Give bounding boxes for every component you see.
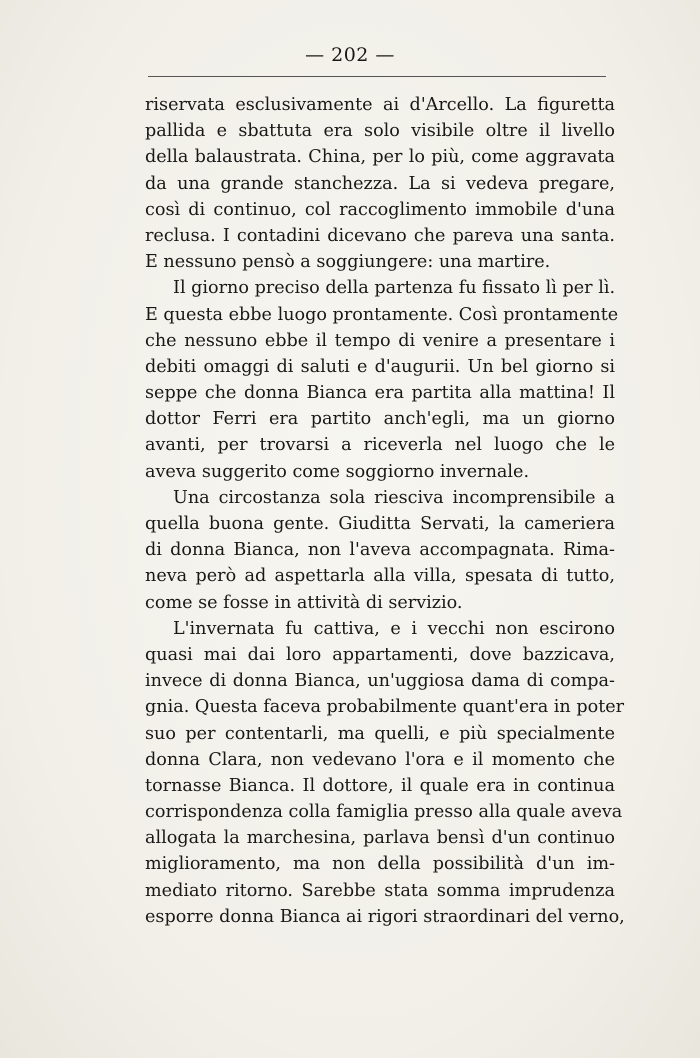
text-line: aveva suggerito come soggiorno invernale. — [145, 461, 530, 482]
text-line: seppe che donna Bianca era partita alla mattina! Il — [145, 383, 615, 404]
text-line: gnia. Questa faceva probabilmente quant'era in poter — [145, 697, 625, 718]
text-line: invece di donna Bianca, un'uggiosa dama di compa- — [145, 671, 615, 692]
text-line: miglioramento, ma non della possibilità d'un im- — [145, 854, 615, 875]
text-line: E questa ebbe luogo prontamente. Così prontamente — [145, 304, 619, 325]
text-line: quasi mai dai loro appartamenti, dove bazzicava, — [145, 644, 615, 665]
text-line: tornasse Bianca. Il dottore, il quale era in continua — [145, 775, 615, 796]
text-line: che nessuno ebbe il tempo di venire a presentare i — [145, 330, 615, 351]
text-line: debiti omaggi di saluti e d'augurii. Un bel giorno si — [145, 356, 615, 377]
header-rule — [148, 76, 606, 77]
text-line: della balaustrata. China, per lo più, come aggravata — [145, 147, 615, 168]
text-line: così di continuo, col raccoglimento immobile d'una — [145, 199, 615, 220]
text-line: E nessuno pensò a soggiungere: una martire. — [145, 252, 551, 273]
body-text — [145, 92, 625, 930]
text-line: suo per contentarli, ma quelli, e più specialmente — [145, 723, 615, 744]
text-line: riservata esclusivamente ai d'Arcello. La figuretta — [145, 95, 615, 115]
text-line: reclusa. I contadini dicevano che pareva una santa. — [145, 225, 615, 246]
text-line: avanti, per trovarsi a riceverla nel luogo che le — [145, 435, 615, 456]
text-line: pallida e sbattuta era solo visibile oltre il livello — [145, 121, 615, 142]
text-line: L'invernata fu cattiva, e i vecchi non escirono — [173, 618, 615, 639]
text-line: esporre donna Bianca ai rigori straordinari del verno, — [145, 906, 625, 927]
text-line: come se fosse in attività di servizio. — [145, 592, 463, 613]
text-line: Una circostanza sola riesciva incomprensibile a — [173, 487, 615, 508]
page-number: — 202 — — [305, 44, 395, 66]
text-line: dottor Ferri era partito anch'egli, ma un giorno — [145, 409, 615, 430]
text-line: da una grande stanchezza. La si vedeva pregare, — [145, 173, 615, 194]
text-line: di donna Bianca, non l'aveva accompagnata. Rima- — [145, 540, 615, 561]
text-line: donna Clara, non vedevano l'ora e il momento che — [145, 749, 615, 770]
text-line: allogata la marchesina, parlava bensì d'un continuo — [145, 828, 615, 849]
text-line: quella buona gente. Giuditta Servati, la cameriera — [145, 514, 615, 534]
text-line: Il giorno preciso della partenza fu fissato lì per lì. — [173, 278, 616, 299]
text-line: neva però ad aspettarla alla villa, spesata di tutto, — [145, 566, 615, 587]
text-line: corrispondenza colla famiglia presso alla quale aveva — [145, 802, 623, 823]
text-line: mediato ritorno. Sarebbe stata somma imprudenza — [145, 880, 615, 901]
